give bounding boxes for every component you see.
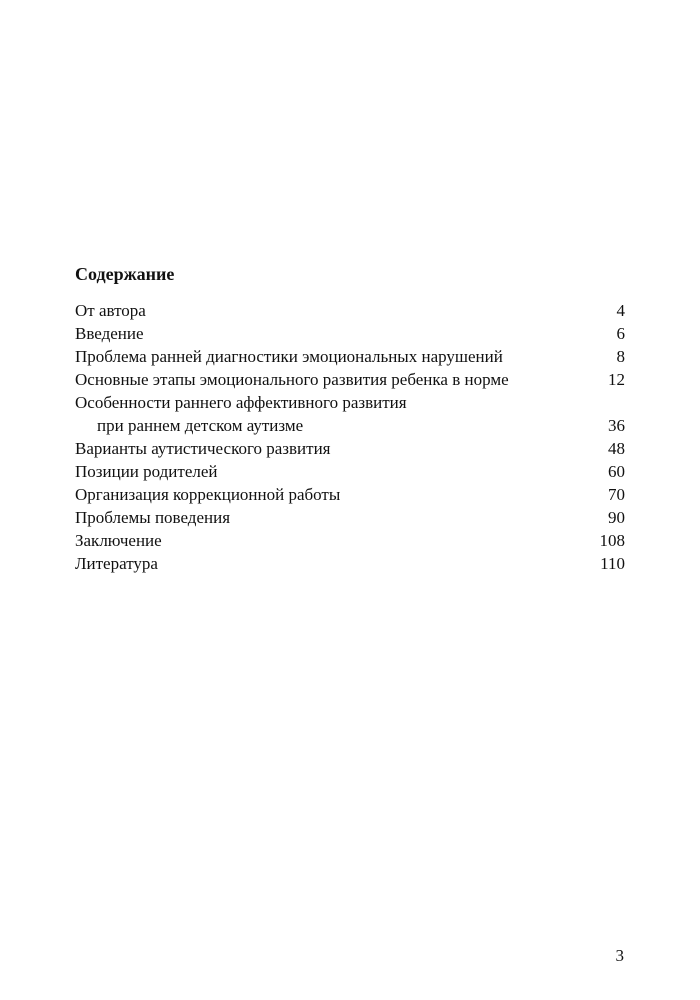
toc-entry (75, 552, 625, 575)
toc-entry-label-line2: при раннем детском аутизме (97, 416, 304, 435)
toc-entry (75, 368, 625, 391)
toc-entry-page: 108 (599, 531, 625, 550)
toc-entry-page: 36 (608, 416, 625, 435)
toc-entry (75, 506, 625, 529)
toc-entry (75, 529, 625, 552)
toc-entry (75, 460, 625, 483)
toc-entry-page: 12 (608, 370, 625, 389)
toc-entry (75, 437, 625, 460)
toc-entry-label: Проблема ранней диагностики эмоциональных нарушений (75, 347, 503, 366)
toc-title: Содержание (75, 264, 175, 284)
toc-entry-label: Позиции родителей (75, 462, 218, 481)
toc-entry-page: 90 (608, 508, 625, 527)
toc-entry-page: 4 (616, 301, 625, 320)
toc-entry (75, 391, 625, 437)
toc-entry-label: Введение (75, 324, 144, 343)
page-number: 3 (615, 946, 624, 965)
toc-entry (75, 322, 625, 345)
toc-entry-page: 110 (600, 554, 625, 573)
toc-entry (75, 483, 625, 506)
toc-entry-label: От автора (75, 301, 146, 320)
toc-entry-label: Организация коррекционной работы (75, 485, 341, 504)
toc-entry-page: 48 (608, 439, 625, 458)
toc-entry-label: Варианты аутистического развития (75, 439, 331, 458)
toc-entry-page: 70 (608, 485, 625, 504)
toc-entry-page: 8 (616, 347, 625, 366)
toc-list (75, 299, 625, 575)
toc-entry-label: Основные этапы эмоционального развития ребенка в норме (75, 370, 509, 389)
toc-entry (75, 299, 625, 322)
toc-entry-page: 60 (608, 462, 625, 481)
toc-entry (75, 345, 625, 368)
toc-entry-label: Заключение (75, 531, 162, 550)
toc-entry-label-line1: Особенности раннего аффективного развития (75, 393, 407, 412)
toc-entry-label: Литература (75, 554, 158, 573)
toc-entry-label: Проблемы поведения (75, 508, 231, 527)
table-of-contents (75, 263, 625, 575)
toc-entry-page: 6 (616, 324, 625, 343)
